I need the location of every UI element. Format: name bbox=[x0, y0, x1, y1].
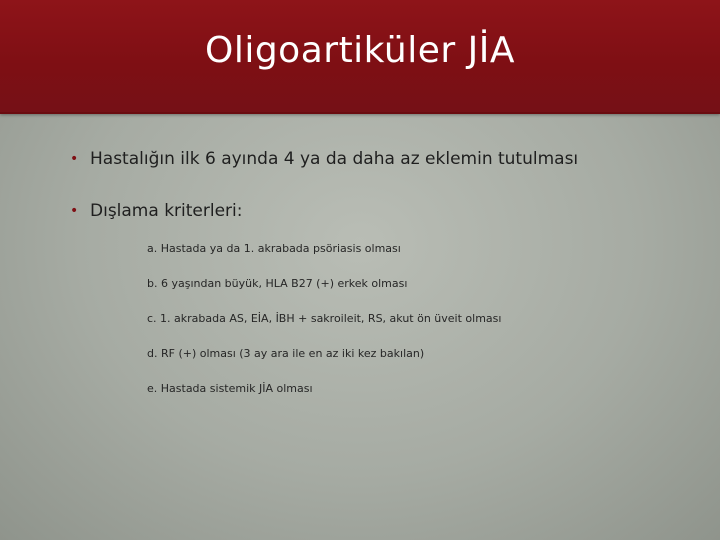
bullet-item-exclusion bbox=[70, 198, 700, 224]
exclusion-criteria-list bbox=[147, 241, 707, 416]
criteria-item-a: a. Hastada ya da 1. akrabada psöriasis olması bbox=[147, 242, 401, 255]
slide-title: Oligoartiküler JİA bbox=[204, 30, 515, 71]
criteria-item-d: d. RF (+) olması (3 ay ara ile en az iki kez bakılan) bbox=[147, 347, 425, 360]
bullet-list bbox=[70, 146, 700, 224]
bullet-text: Hastalığın ilk 6 ayında 4 ya da daha az eklemin tutulması bbox=[90, 149, 579, 169]
criteria-item-c: c. 1. akrabada AS, EİA, İBH + sakroileit, RS, akut ön üveit olması bbox=[147, 312, 502, 325]
criteria-item-e: e. Hastada sistemik JİA olması bbox=[147, 382, 313, 395]
bullet-icon: • bbox=[70, 151, 79, 167]
bullet-item-onset bbox=[70, 146, 700, 172]
title-bar bbox=[0, 0, 720, 114]
criteria-item-b: b. 6 yaşından büyük, HLA B27 (+) erkek olması bbox=[147, 277, 408, 290]
bullet-icon: • bbox=[70, 203, 79, 219]
bullet-text: Dışlama kriterleri: bbox=[90, 201, 243, 221]
